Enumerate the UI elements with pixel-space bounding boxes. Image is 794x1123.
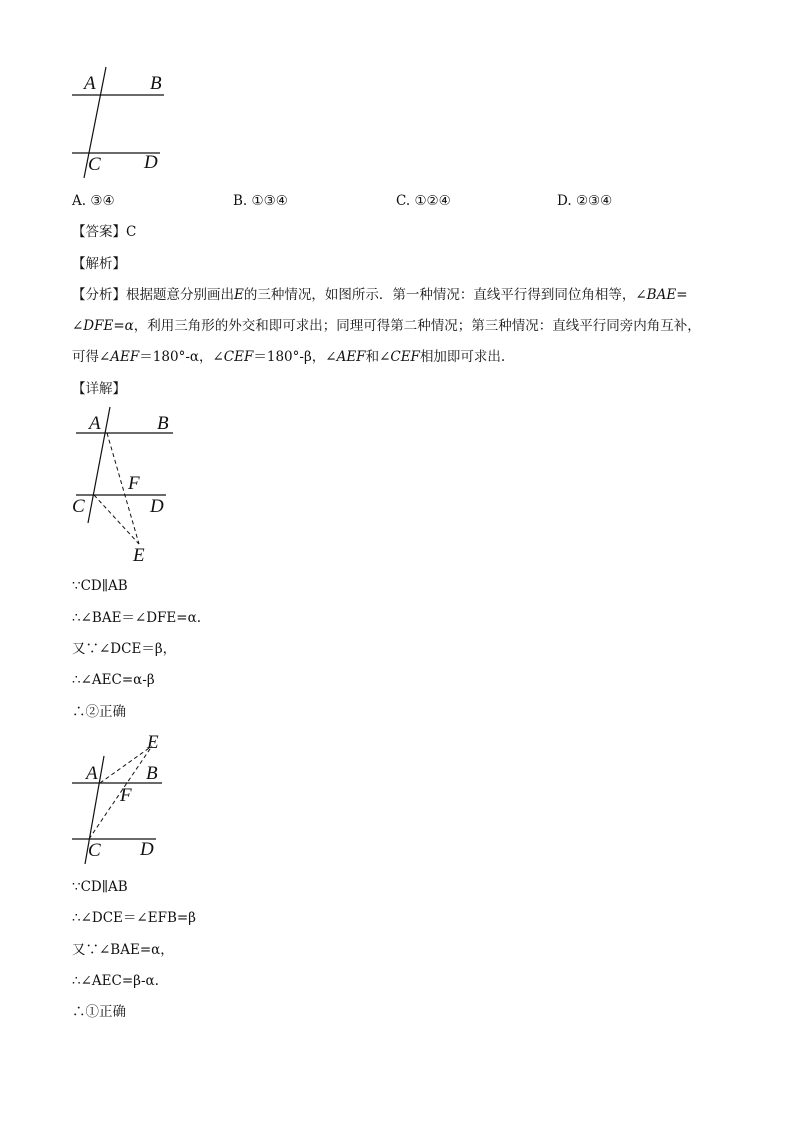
fenxi-line-1 <box>72 285 688 305</box>
fenxi-text-5: ＝180°-α， <box>139 349 213 365</box>
option-c-letter: C. <box>396 193 411 209</box>
figure-2-svg <box>60 400 190 570</box>
label-e: E <box>147 732 159 753</box>
figure-1-parallel-lines <box>60 60 180 190</box>
fenxi-text-7: 和 <box>365 349 380 365</box>
fenxi-text-1: 根据题意分别画出 <box>126 287 234 303</box>
option-a-text: ③④ <box>90 193 115 209</box>
proof1-line-2: ∴∠BAE＝∠DFE=α. <box>72 610 202 626</box>
option-d-text: ②③④ <box>575 193 613 209</box>
fenxi-text-4: 可得 <box>72 349 99 365</box>
label-e: E <box>133 545 145 566</box>
label-b: B <box>146 763 158 784</box>
label-f: F <box>128 473 140 494</box>
fenxi-text-3: ，利用三角形的外交和即可求出；同理可得第二种情况；第三种情况：直线平行同旁内角互补， <box>133 318 701 334</box>
label-d: D <box>140 839 154 860</box>
proof2-line-4: ∴∠AEC=β-α. <box>72 973 159 989</box>
fenxi-aef: ∠AEF <box>99 349 140 365</box>
label-c: C <box>88 840 101 861</box>
answer-line <box>72 222 136 242</box>
proof1-line-5: ∴②正确 <box>72 704 126 720</box>
proof1-line-1: ∵CD∥AB <box>72 578 128 594</box>
label-a: A <box>86 763 98 784</box>
label-d: D <box>144 152 158 173</box>
answer-tag: 【答案】 <box>72 224 126 240</box>
fenxi-aef-2: ∠AEF <box>325 349 366 365</box>
option-d-letter: D. <box>557 193 572 209</box>
option-a-letter: A. <box>72 193 87 209</box>
label-c: C <box>88 154 101 175</box>
label-a: A <box>84 73 96 94</box>
figure-3-case-two <box>60 728 180 868</box>
proof1-line-3: 又∵∠DCE＝β， <box>72 641 177 657</box>
detail-tag: 【详解】 <box>72 381 126 397</box>
figure-3-svg <box>60 728 180 868</box>
fenxi-e: E <box>234 287 244 303</box>
option-a <box>72 193 115 209</box>
proof2-line-3: 又∵∠BAE=α， <box>72 942 174 958</box>
fenxi-bae: ∠BAE= <box>635 287 688 303</box>
label-c: C <box>72 496 85 517</box>
option-b <box>233 193 288 209</box>
fenxi-text-8: 相加即可求出. <box>419 349 506 365</box>
fenxi-tag: 【分析】 <box>72 287 126 303</box>
figure-2-case-one <box>60 400 190 570</box>
option-c <box>396 193 451 209</box>
fenxi-dfe: ∠DFE=α <box>72 318 134 334</box>
option-d <box>557 193 612 209</box>
label-a: A <box>89 413 101 434</box>
label-f: F <box>120 785 132 806</box>
fenxi-line-2 <box>72 316 701 336</box>
proof2-line-2: ∴∠DCE＝∠EFB=β <box>72 910 196 926</box>
fenxi-line-3 <box>72 347 505 367</box>
fenxi-cef-2: ∠CEF <box>379 349 420 365</box>
label-d: D <box>150 496 164 517</box>
fenxi-cef: ∠CEF <box>212 349 254 365</box>
figure-1-svg <box>60 60 180 190</box>
label-b: B <box>157 413 169 434</box>
answer-value: C <box>126 224 137 240</box>
option-b-text: ①③④ <box>251 193 288 209</box>
proof2-line-5: ∴①正确 <box>72 1004 126 1020</box>
option-c-text: ①②④ <box>414 193 451 209</box>
segment-ae <box>100 746 152 783</box>
fenxi-text-2: 的三种情况，如图所示．第一种情况：直线平行得到同位角相等， <box>243 287 636 303</box>
proof2-line-1: ∵CD∥AB <box>72 879 128 895</box>
label-b: B <box>150 73 162 94</box>
option-b-letter: B. <box>233 193 248 209</box>
analysis-tag: 【解析】 <box>72 256 126 272</box>
fenxi-text-6: ＝180°-β， <box>253 349 326 365</box>
proof1-line-4: ∴∠AEC=α-β <box>72 672 155 688</box>
segment-ce <box>94 495 139 544</box>
